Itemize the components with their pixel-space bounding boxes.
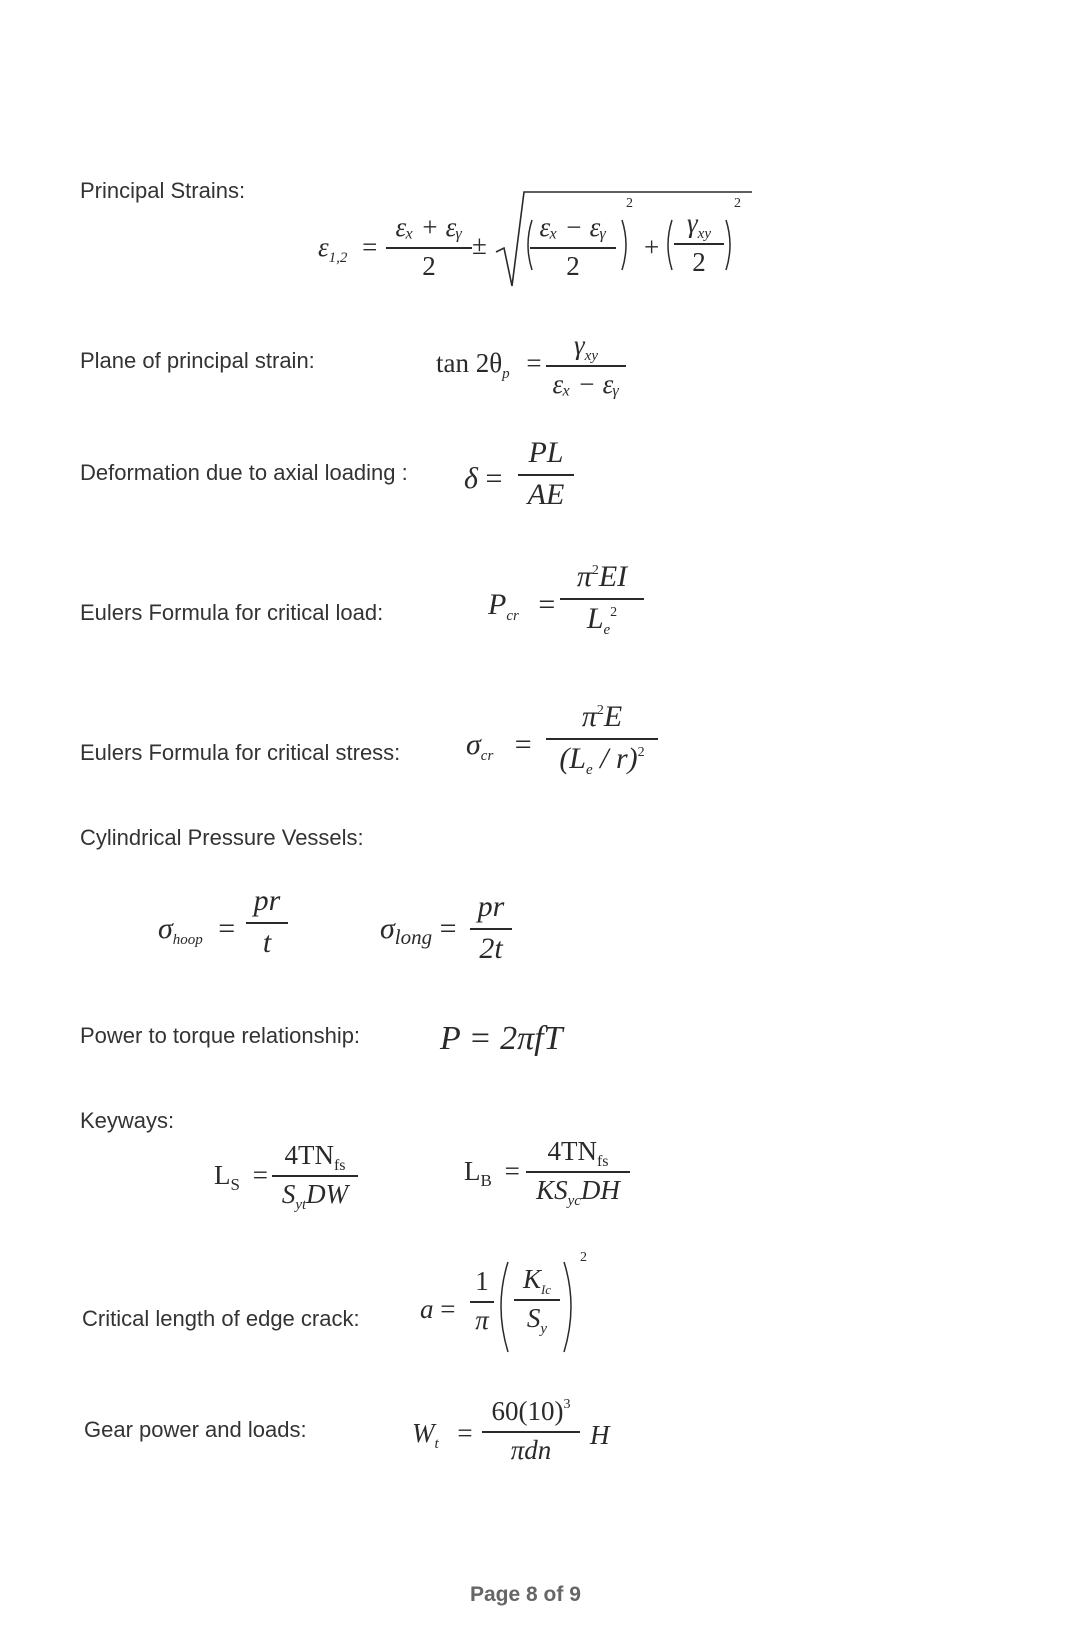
euler-load-label: Eulers Formula for critical load: bbox=[80, 600, 384, 625]
strain-mean-fraction: εₓ + εᵧ 2 bbox=[386, 212, 472, 282]
plus-minus-sign: ± bbox=[472, 230, 487, 260]
gear-power-label: Gear power and loads: bbox=[84, 1417, 307, 1442]
strain-lhs: ε bbox=[318, 232, 329, 262]
hoop-stress-fraction: pr t bbox=[246, 884, 288, 960]
euler-stress-label: Eulers Formula for critical stress: bbox=[80, 740, 401, 765]
axial-deformation-label: Deformation due to axial loading : bbox=[80, 460, 408, 485]
keyway-bearing-fraction: $4TN_{fs}$ $KS_{yc}DH$ bbox=[526, 1136, 630, 1206]
plane-principal-strain-label: Plane of principal strain: bbox=[80, 348, 315, 373]
shear-strain-fraction: $\gamma_{xy}$ 2 bbox=[674, 208, 724, 278]
page-number: Page 8 of 9 bbox=[470, 1583, 581, 1606]
axial-deformation-fraction: PL AE bbox=[518, 436, 574, 512]
keyway-shear-fraction: $4TN_{fs}$ $S_{yt}DW$ bbox=[272, 1140, 358, 1210]
gear-power-fraction: $60(10)^3$ πdn bbox=[482, 1396, 580, 1466]
edge-crack-pi-fraction: 1 π bbox=[470, 1266, 494, 1336]
power-torque-formula: P = 2πfT bbox=[440, 1020, 563, 1057]
long-stress-fraction: pr 2t bbox=[470, 890, 512, 966]
plane-strain-fraction: $\gamma_{xy}$ εₓ − εᵧ bbox=[546, 330, 626, 400]
toughness-ratio-fraction: $K_{Ic}$ $S_y$ bbox=[514, 1264, 560, 1334]
euler-load-fraction: $\pi^2EI$ $L_e^2$ bbox=[560, 560, 644, 636]
power-torque-label: Power to torque relationship: bbox=[80, 1023, 361, 1048]
pressure-vessels-label: Cylindrical Pressure Vessels: bbox=[80, 825, 364, 850]
euler-stress-fraction: $\pi^2E$ $(L_e / r)^2$ bbox=[546, 700, 658, 776]
keyways-label: Keyways: bbox=[80, 1108, 175, 1133]
strain-diff-fraction: εₓ − εᵧ 2 bbox=[530, 212, 616, 282]
edge-crack-label: Critical length of edge crack: bbox=[82, 1306, 360, 1331]
principal-strains-label: Principal Strains: bbox=[80, 178, 246, 203]
